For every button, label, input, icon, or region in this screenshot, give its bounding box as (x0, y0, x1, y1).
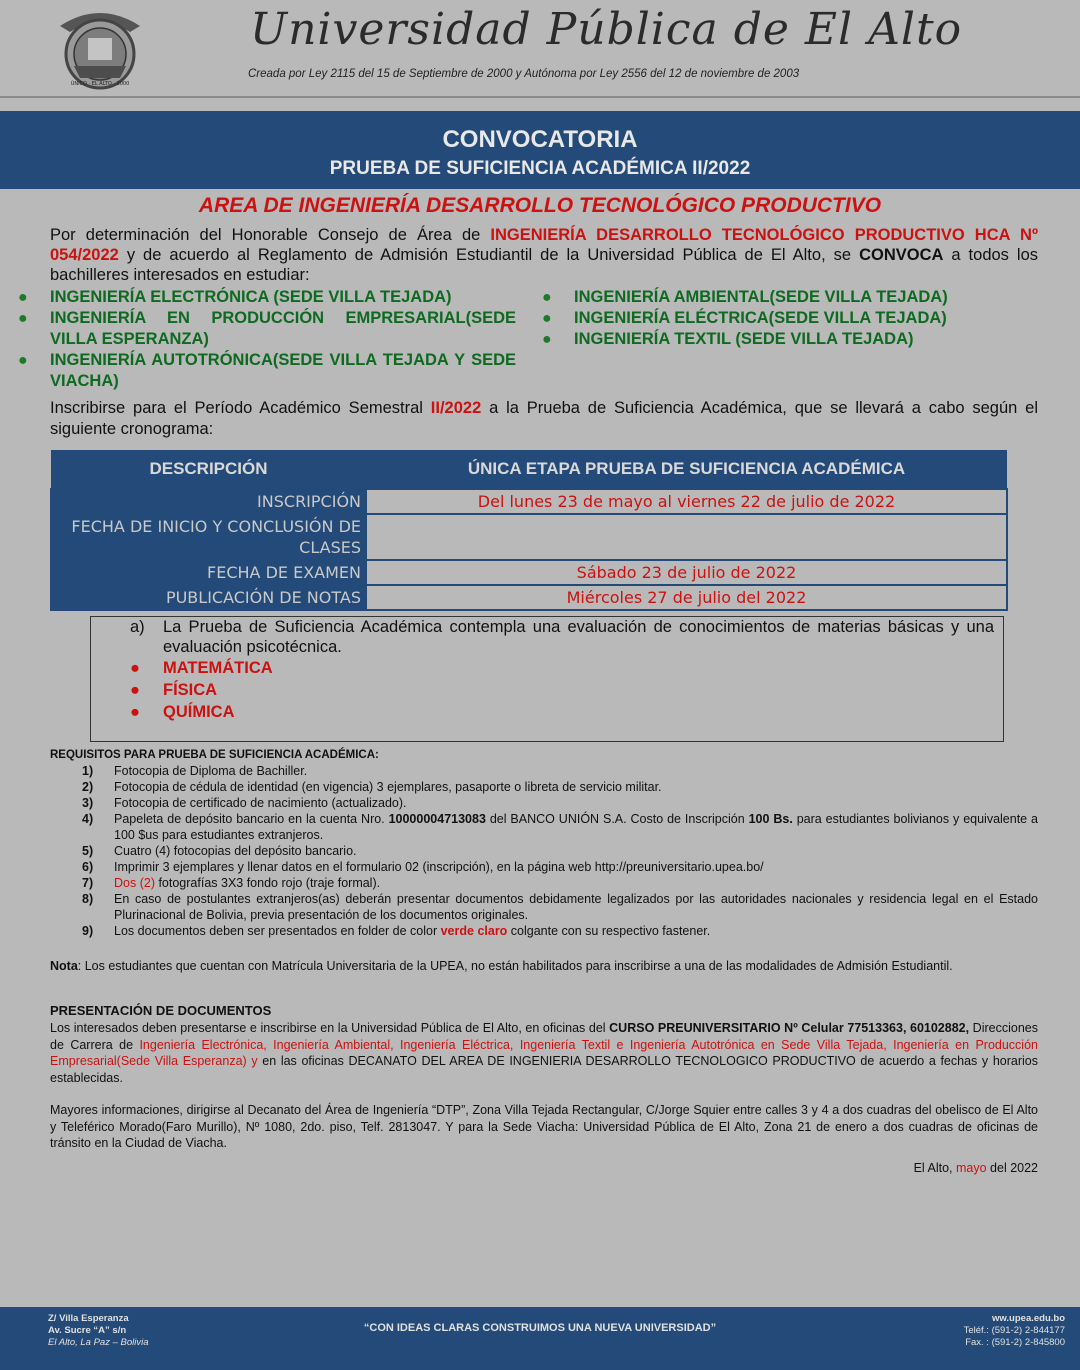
list-marker: a) (130, 618, 145, 636)
row-label: FECHA DE INICIO Y CONCLUSIÓN DE CLASES (51, 514, 366, 560)
banner-subtitle: PRUEBA DE SUFICIENCIA ACADÉMICA II/2022 (329, 158, 751, 179)
presentation-paragraph: Los interesados deben presentarse e inscribirse en la Universidad Pública de El Alto, en oficinas del CURSO PREUNIVERSITARIO Nº Celular 77513363, 60102882, Direcciones de Carrera de Ingeniería Electrónica, Ingeniería Ambiental, Ingeniería Eléctrica, Ingeniería Textil e Ingeniería Autotrónica en Sede Villa Tejada, Ingeniería en Producción Empresarial(Sede Villa Esperanza) y en las oficinas DECANATO DEL AREA DE INGENIERIA DESARROLLO TECNOLOGICO PRODUCTIVO de acuerdo a fechas y horarios establecidas. (50, 1021, 1038, 1085)
university-seal-logo (50, 6, 150, 92)
area-title: AREA DE INGENIERÍA DESARROLLO TECNOLÓGICO PRODUCTIVO (198, 194, 882, 217)
bullet-icon: ● (542, 289, 552, 306)
row-value: Sábado 23 de julio de 2022 (366, 560, 1007, 585)
row-value: Del lunes 23 de mayo al viernes 22 de julio de 2022 (366, 489, 1007, 514)
table-row (51, 560, 1007, 585)
bullet-icon: ● (542, 310, 552, 327)
convoca-word: CONVOCA (859, 246, 944, 264)
period-code: II/2022 (430, 399, 482, 417)
list-item: 8) En caso de postulantes extranjeros(as) deberán presentar documentos debidamente legalizados por las autoridades nacionales y residencia legal en el Estado Plurinacional de Bolivia, previa presentación de los documentos originales. (82, 892, 1038, 922)
programs-list-left (18, 287, 516, 392)
programs-list-right (542, 287, 1022, 350)
header-divider (0, 96, 1080, 98)
list-item: 9) Los documentos deben ser presentados en folder de color verde claro colgante con su respectivo fastener. (82, 924, 711, 938)
column-header-description: DESCRIPCIÓN (51, 450, 366, 489)
program-item: ● INGENIERÍA EN PRODUCCIÓN EMPRESARIAL(SEDE VILLA ESPERANZA) (18, 309, 516, 348)
bullet-icon: ● (130, 681, 140, 699)
seal-text: ÚNICO · EL ALTO · 2000 (70, 81, 130, 87)
date-line: El Alto, mayo del 2022 (913, 1161, 1038, 1175)
table-row (51, 489, 1007, 514)
evaluation-text: a) La Prueba de Suficiencia Académica contempla una evaluación de conocimientos de materias básicas y una evaluación psicotécnica. (130, 618, 994, 656)
requirements-title: REQUISITOS PARA PRUEBA DE SUFICIENCIA ACADÉMICA: (50, 749, 379, 761)
list-item: 5) Cuatro (4) fotocopias del depósito bancario. (82, 844, 357, 858)
table-row (51, 585, 1007, 610)
program-item: ● INGENIERÍA ELECTRÓNICA (SEDE VILLA TEJADA) (18, 288, 452, 306)
table-header-row (51, 450, 1007, 489)
list-item: 6) Imprimir 3 ejemplares y llenar datos en el formulario 02 (inscripción), en la página web http://preuniversitario.upea.bo/ (82, 860, 764, 874)
registration-cost: 100 Bs. (748, 812, 793, 826)
row-label: PUBLICACIÓN DE NOTAS (51, 585, 366, 610)
intro-paragraph (50, 225, 1038, 285)
presentation-title: PRESENTACIÓN DE DOCUMENTOS (50, 1003, 272, 1018)
row-value: Miércoles 27 de julio del 2022 (366, 585, 1007, 610)
intro-text: Por determinación del Honorable Consejo de Área de (50, 226, 491, 244)
table-row (51, 514, 1007, 560)
footer-slogan: “CON IDEAS CLARAS CONSTRUIMOS UNA NUEVA UNIVERSIDAD” (363, 1322, 717, 1334)
bank-account-number: 10000004713083 (388, 812, 486, 826)
bullet-icon: ● (18, 289, 28, 306)
council-resolution: INGENIERÍA DESARROLLO TECNOLÓGICO PRODUCTIVO HCA Nº 054/2022 (50, 226, 1038, 264)
subject-item: ● FÍSICA (130, 681, 218, 699)
bullet-icon: ● (542, 331, 552, 348)
column-header-stage: ÚNICA ETAPA PRUEBA DE SUFICIENCIA ACADÉMICA (366, 450, 1007, 489)
bullet-icon: ● (130, 703, 140, 721)
list-item: 7) Dos (2) fotografías 3X3 fondo rojo (traje formal). (82, 876, 381, 890)
row-value (366, 514, 1007, 560)
row-label: FECHA DE EXAMEN (51, 560, 366, 585)
banner-title: CONVOCATORIA (442, 126, 638, 153)
footer-address: Z/ Villa Esperanza Av. Sucre “A” s/n El Alto, La Paz – Bolivia (48, 1313, 149, 1348)
schedule-table (50, 450, 1008, 611)
university-subtitle: Creada por Ley 2115 del 15 de Septiembre de 2000 y Autónoma por Ley 2556 del 12 de noviembre de 2003 (248, 68, 800, 80)
list-item: 3) Fotocopia de certificado de nacimiento (actualizado). (82, 796, 407, 810)
footer-contact: ww.upea.edu.bo Teléf.: (591-2) 2-844177 Fax. : (591-2) 2-845800 (880, 1313, 1065, 1349)
schedule-intro: Inscribirse para el Período Académico Semestral II/2022 a la Prueba de Suficiencia Académica, que se llevará a cabo según el siguiente cronograma: (50, 399, 1038, 438)
subject-list (130, 657, 430, 723)
university-name: Universidad Pública de El Alto (250, 4, 963, 55)
subject-item: ● MATEMÁTICA (130, 659, 273, 677)
bullet-icon: ● (18, 310, 28, 327)
note-paragraph: Nota: Los estudiantes que cuentan con Matrícula Universitaria de la UPEA, no están habilitados para inscribirse a una de las modalidades de Admisión Estudiantil. (50, 959, 953, 973)
list-item: 1) Fotocopia de Diploma de Bachiller. (82, 764, 308, 778)
bullet-icon: ● (130, 659, 140, 677)
program-item: ● INGENIERÍA TEXTIL (SEDE VILLA TEJADA) (542, 330, 914, 348)
website-link[interactable]: ww.upea.edu.bo (991, 1313, 1065, 1324)
requirements-list (50, 763, 1038, 939)
list-item: 2) Fotocopia de cédula de identidad (en vigencia) 3 ejemplares, pasaporte o libreta de servicio militar. (82, 780, 662, 794)
more-info-paragraph: Mayores informaciones, dirigirse al Decanato del Área de Ingeniería “DTP”, Zona Villa Tejada Rectangular, C/Jorge Squier entre calles 3 y 4 a dos cuadras del obelisco de El Alto y Teleférico Morado(Faro Murillo), Nº 1080, 2do. piso, Telf. 2813047. Y para la Sede Viacha: Universidad Pública de El Alto, Zona 21 de enero a dos cuadras de oficinas de tránsito en la Ciudad de Viacha. (50, 1103, 1038, 1150)
program-item: ● INGENIERÍA AUTOTRÓNICA(SEDE VILLA TEJADA Y SEDE VIACHA) (18, 351, 516, 390)
intro-text: a todos los bachilleres interesados en estudiar: (50, 246, 1038, 284)
list-item: 4) Papeleta de depósito bancario en la cuenta Nro. 10000004713083 del BANCO UNIÓN S.A. Costo de Inscripción 100 Bs. para estudiantes bolivianos y equivalente a 100 $us para estudiantes extranjeros. (82, 812, 1038, 842)
program-item: ● INGENIERÍA ELÉCTRICA(SEDE VILLA TEJADA) (542, 309, 947, 327)
intro-text: y de acuerdo al Reglamento de Admisión Estudiantil de la Universidad Pública de El Alto, se (118, 246, 860, 264)
row-label: INSCRIPCIÓN (51, 489, 366, 514)
bullet-icon: ● (18, 352, 28, 369)
program-item: ● INGENIERÍA AMBIENTAL(SEDE VILLA TEJADA) (542, 288, 948, 306)
subject-item: ● QUÍMICA (130, 703, 235, 721)
